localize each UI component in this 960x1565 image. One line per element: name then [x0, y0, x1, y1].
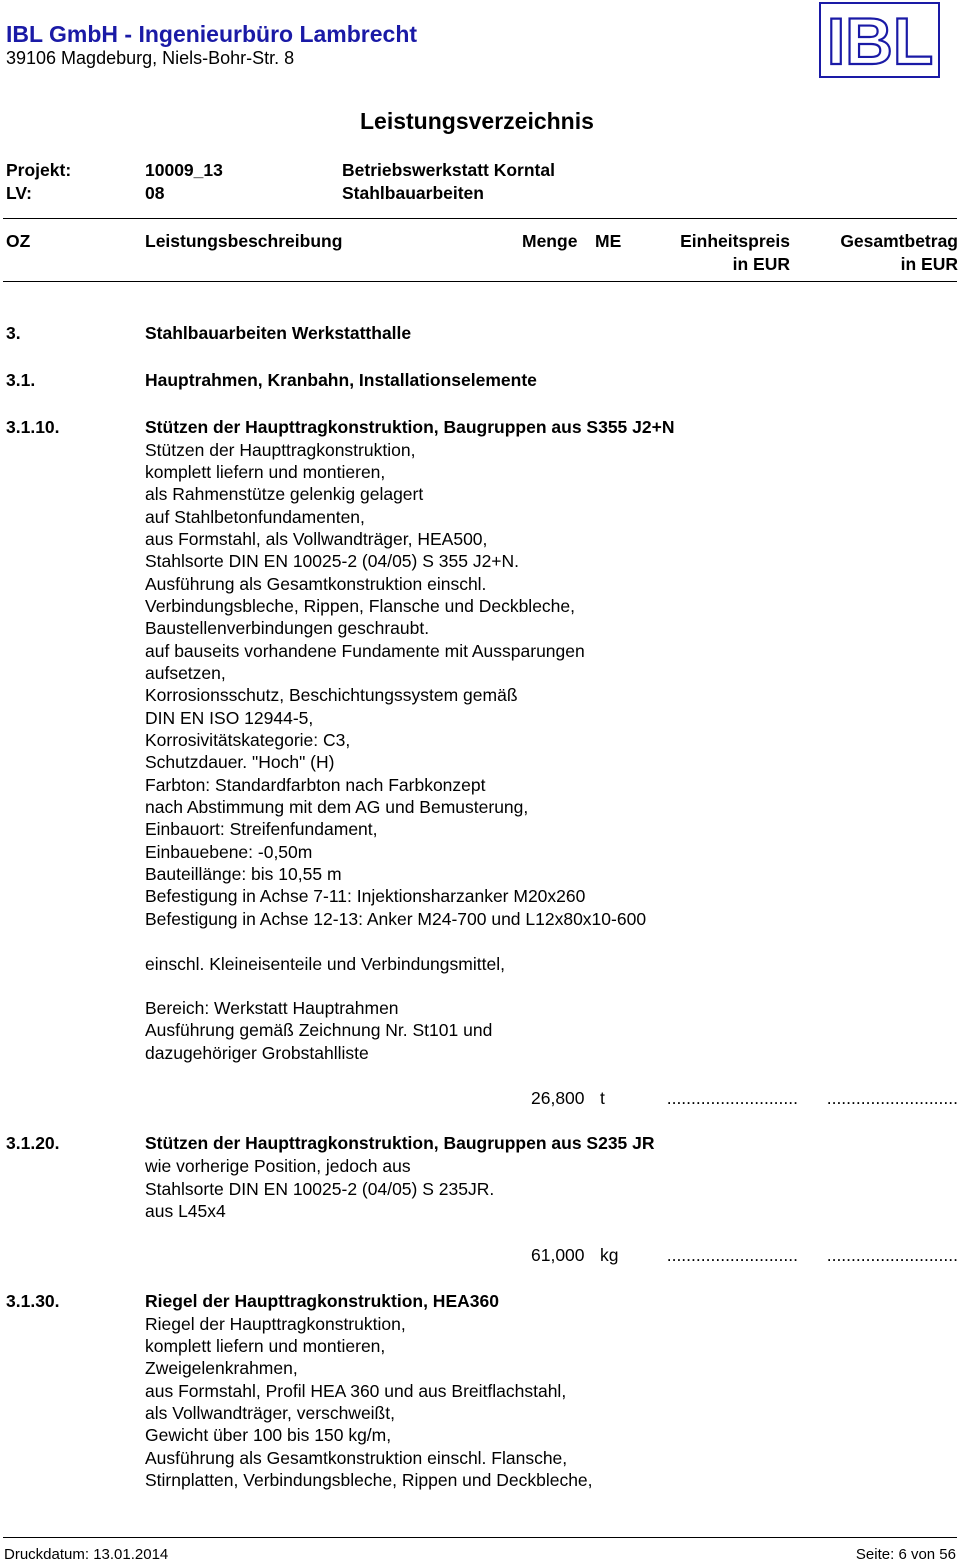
description-line: als Vollwandträger, verschweißt,	[145, 1403, 395, 1423]
position-me: kg	[600, 1245, 619, 1265]
document-title: Leistungsverzeichnis	[360, 108, 594, 134]
page-number: Seite: 6 von 56	[855, 1546, 956, 1563]
description-line: Einbauebene: -0,50m	[145, 842, 313, 862]
column-einheitspreis-unit: in EUR	[732, 254, 790, 274]
description-line: Stirnplatten, Verbindungsbleche, Rippen und Deckbleche,	[145, 1470, 593, 1490]
section-number: 3.	[6, 323, 21, 343]
description-line: DIN EN ISO 12944-5,	[145, 708, 314, 728]
header-divider	[3, 218, 957, 219]
description-line: dazugehöriger Grobstahlliste	[145, 1043, 369, 1063]
position-me: t	[600, 1088, 605, 1108]
projekt-name: Betriebswerkstatt Korntal	[342, 160, 555, 180]
position-title: Stützen der Haupttragkonstruktion, Baugruppen aus S235 JR	[145, 1133, 655, 1153]
lv-label: LV:	[6, 183, 32, 203]
column-description: Leistungsbeschreibung	[145, 231, 343, 251]
description-line: Ausführung als Gesamtkonstruktion einschl.	[145, 574, 487, 594]
projekt-label: Projekt:	[6, 160, 72, 180]
description-line: Stützen der Haupttragkonstruktion,	[145, 440, 416, 460]
description-line: Bereich: Werkstatt Hauptrahmen	[145, 998, 399, 1018]
description-line: Ausführung als Gesamtkonstruktion einschl. Flansche,	[145, 1448, 568, 1468]
description-line: Bauteillänge: bis 10,55 m	[145, 864, 342, 884]
description-line: Riegel der Haupttragkonstruktion,	[145, 1314, 406, 1334]
column-gesamtbetrag-unit: in EUR	[900, 254, 958, 274]
column-oz: OZ	[6, 231, 31, 251]
columns-divider	[3, 281, 957, 282]
description-line: komplett liefern und montieren,	[145, 1336, 386, 1356]
description-line: als Rahmenstütze gelenkig gelagert	[145, 484, 424, 504]
section-title: Stahlbauarbeiten Werkstatthalle	[145, 323, 412, 343]
description-line: Stahlsorte DIN EN 10025-2 (04/05) S 235JR.	[145, 1179, 495, 1199]
lv-name: Stahlbauarbeiten	[342, 183, 484, 203]
description-line: einschl. Kleineisenteile und Verbindungsmittel,	[145, 954, 505, 974]
position-einheitspreis: ...........................	[666, 1245, 798, 1265]
subsection-number: 3.1.	[6, 370, 36, 390]
position-oz: 3.1.30.	[6, 1291, 60, 1311]
position-oz: 3.1.10.	[6, 417, 60, 437]
position-einheitspreis: ...........................	[666, 1088, 798, 1108]
description-line: Befestigung in Achse 12-13: Anker M24-700 und L12x80x10-600	[145, 909, 647, 929]
position-title: Riegel der Haupttragkonstruktion, HEA360	[145, 1291, 499, 1311]
description-line: auf bauseits vorhandene Fundamente mit Aussparungen	[145, 641, 585, 661]
position-gesamtbetrag: ...........................	[826, 1245, 958, 1265]
description-line: Schutzdauer. "Hoch" (H)	[145, 752, 335, 772]
description-line: Korrosionsschutz, Beschichtungssystem gemäß	[145, 685, 518, 705]
description-line: nach Abstimmung mit dem AG und Bemusterung,	[145, 797, 529, 817]
company-name: IBL GmbH - Ingenieurbüro Lambrecht	[6, 21, 418, 47]
column-gesamtbetrag: Gesamtbetrag	[840, 231, 958, 251]
subsection-title: Hauptrahmen, Kranbahn, Installationselemente	[145, 370, 537, 390]
company-logo	[819, 2, 940, 78]
print-date: Druckdatum: 13.01.2014	[4, 1546, 169, 1563]
description-line: Befestigung in Achse 7-11: Injektionsharzanker M20x260	[145, 886, 586, 906]
description-line: Stahlsorte DIN EN 10025-2 (04/05) S 355 J2+N.	[145, 551, 520, 571]
column-me: ME	[595, 231, 622, 251]
description-line: auf Stahlbetonfundamenten,	[145, 507, 365, 527]
description-line: aus L45x4	[145, 1201, 226, 1221]
position-oz: 3.1.20.	[6, 1133, 60, 1153]
description-line: Baustellenverbindungen geschraubt.	[145, 618, 430, 638]
description-line: Ausführung gemäß Zeichnung Nr. St101 und	[145, 1020, 493, 1040]
description-line: Gewicht über 100 bis 150 kg/m,	[145, 1425, 392, 1445]
description-line: Korrosivitätskategorie: C3,	[145, 730, 351, 750]
position-gesamtbetrag: ...........................	[826, 1088, 958, 1108]
description-line: aufsetzen,	[145, 663, 226, 683]
description-line: Einbauort: Streifenfundament,	[145, 819, 378, 839]
description-line: Verbindungsbleche, Rippen, Flansche und Deckbleche,	[145, 596, 576, 616]
description-line: Zweigelenkrahmen,	[145, 1358, 298, 1378]
lv-number: 08	[145, 183, 165, 203]
position-title: Stützen der Haupttragkonstruktion, Baugruppen aus S355 J2+N	[145, 417, 675, 437]
description-line: aus Formstahl, als Vollwandträger, HEA500,	[145, 529, 488, 549]
position-menge: 61,000	[531, 1245, 585, 1265]
description-line: wie vorherige Position, jedoch aus	[145, 1156, 411, 1176]
column-menge: Menge	[522, 231, 578, 251]
company-address: 39106 Magdeburg, Niels-Bohr-Str. 8	[6, 48, 295, 68]
position-menge: 26,800	[531, 1088, 585, 1108]
column-einheitspreis: Einheitspreis	[680, 231, 790, 251]
description-line: Farbton: Standardfarbton nach Farbkonzept	[145, 775, 486, 795]
logo-wordmark	[824, 8, 936, 72]
logo-text: IBL	[826, 8, 933, 72]
projekt-number: 10009_13	[145, 160, 223, 180]
description-line: aus Formstahl, Profil HEA 360 und aus Breitflachstahl,	[145, 1381, 567, 1401]
description-line: komplett liefern und montieren,	[145, 462, 386, 482]
footer-divider	[3, 1537, 957, 1538]
